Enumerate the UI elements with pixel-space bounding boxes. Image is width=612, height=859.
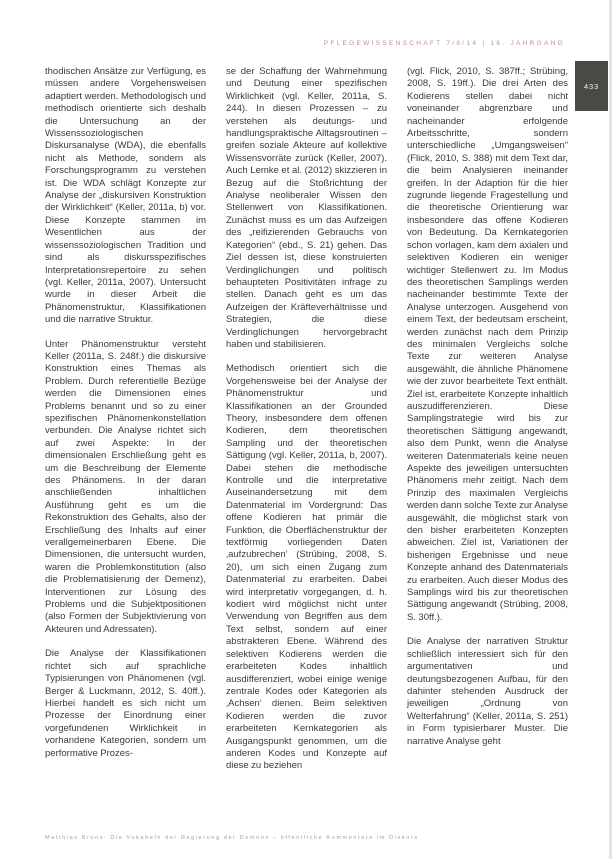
- paragraph: Die Analyse der Klassifikationen richtet sich auf sprachliche Typisierungen von Phänomenen (vgl. Berger & Luckmann, 2012, S. 40ff.). Hierbei handelt es sich nicht um Prozesse der Einordnung einer vorgefundenen Wirklichkeit in vorhandene Kategorien, sondern um performative Prozes-: [45, 648, 206, 759]
- page-number: 433: [584, 81, 599, 91]
- text-column-1: [45, 66, 206, 785]
- paragraph: Unter Phänomenstruktur versteht Keller (2011a, S. 248f.) die diskursive Konstruktion eines Themas als Problem. Durch referentielle Bezüge werden die Dimensionen eines Problems benannt und so zu einer spezifischen Phänomenkonstellation verbunden. Die Analyse richtet sich auf zwei Aspekte: In der dimensionalen Erschließung geht es um die Beschreibung der Elemente des Phänomens. In der daran anschließenden inhaltlichen Ausführung geht es um die Rekonstruktion des Gehalts, also der Erschließung des Inhalts auf einer verallgemeinerbaren Ebene. Die Dimensionen, die untersucht wurden, waren die Problemkonstitution (also die Problematisierung der Demenz), Interventionen zur Lösung des Problems und die Subjektpositionen (also Formen der Subjektivierung von Akteuren und Adressaten).: [45, 338, 206, 635]
- paragraph: se der Schaffung der Wahrnehmung und Deutung einer spezifischen Wirklichkeit (vgl. Keller, 2011a, S. 244). In diesen Prozessen – zu verstehen als deutungs- und handlungspraktische Alltagsroutinen – greifen soziale Akteure auf kollektive Wissensvorräte zurück (Keller, 2007). Auch Lemke et al. (2012) skizzieren in Bezug auf die Stoßrichtung der Analyse neoliberaler Wissen den Stellenwert von Klassifikationen. Zunächst muss es um das Aufzeigen des „reifizierenden Gebrauchs von Kategorien“ (ebd., S. 21) gehen. Das Ziel dessen ist, diese konstruierten Verdinglichungen und politisch behaupteten Positivitäten infrage zu stellen. Danach geht es um das Aufzeigen der Kräfteverhältnisse und Strategien, die diese Verdinglichungen hervorgebracht haben und stabilisieren.: [226, 66, 387, 350]
- paragraph: thodischen Ansätze zur Verfügung, es müssen andere Vorgehensweisen adaptiert werden. Methodologisch und methodisch orientierte sich deshalb die Untersuchung an der Wissenssoziologischen Diskursanalyse (WDA), die ebenfalls nicht als Methode, sondern als Forschungsprogramm zu verstehen ist. Die WDA schlägt Konzepte zur Analyse der „diskursiven Konstruktion der Wirklichkeit“ (Keller, 2011a, b) vor. Diese Konzepte stammen im Wesentlichen aus der wissenssoziologischen Tradition und sind als diskursspezifisches Interpretationsrepertoire zu sehen (vgl. Keller, 2011a, 2007). Untersucht wurde in dieser Arbeit die Phänomenstruktur, Klassifikationen und die narrative Struktur.: [45, 66, 206, 326]
- running-footer: Matthias Bruns: Die Vokabeln der Regierung der Demenz – öffentliche Kommentare im Diskurs: [45, 835, 419, 841]
- paragraph: (vgl. Flick, 2010, S. 387ff.; Strübing, 2008, S. 19ff.). Die drei Arten des Kodierens stellen dabei nicht voneinander abgrenzbare und nacheinander erfolgende Arbeitsschritte, sondern unterschiedliche „Umgangsweisen“ (Flick, 2010, S. 388) mit dem Text dar, die beim Analysieren ineinander greifen. In der Adaption für die hier zugrunde liegende Fragestellung und die theoretische Orientierung war insbesondere das offene Kodieren von Bedeutung. Da Kernkategorien schon vorlagen, kam dem axialen und selektiven Kodieren ein weniger wichtiger Stellenwert zu. Im Modus des theoretischen Samplings werden nacheinander bestimmte Texte der Analyse unterzogen. Ausgehend von einem Text, der bedeutsam erscheint, werden zunächst nach dem Prinzip des minimalen Vergleichs solche Texte zur weiteren Analyse ausgewählt, die ähnliche Phänomene wie der zuvor bearbeitete Text enthält. Ziel ist, erarbeitete Konzepte inhaltlich auszudifferenzieren. Diese Samplingstrategie wird bis zur theoretischen Sättigung angewandt, also dem Punkt, wenn die Analyse weiteren Datenmaterials keine neuen Aspekte des jeweiligen untersuchten Phänomens mehr zeitigt. Nach dem Prinzip des maximalen Vergleichs werden dann solche Texte zur Analyse ausgewählt, die möglichst stark von den bisher erarbeiteten Konzepten abweichen. Ziel ist, Variationen der bisherigen Ergebnisse und neue Konzepte anhand des Datenmaterials zu erarbeiten. Auch dieser Modus des Samplings wird bis zur theoretischen Sättigung angewandt (Strübing, 2008, S. 30ff.).: [407, 66, 568, 623]
- paragraph: Die Analyse der narrativen Struktur schließlich interessiert sich für den argumentativen und deutungsbezogenen Aufbau, für den dahinter stehenden Ausdruck der jeweiligen „Ordnung von Welterfahrung“ (Keller, 2011a, S. 251) in Form typisierbarer Muster. Die narrative Analyse geht: [407, 636, 568, 747]
- paragraph: Methodisch orientiert sich die Vorgehensweise bei der Analyse der Phänomenstruktur und Klassifikationen an der Grounded Theory, insbesondere dem offenen Kodieren, dem theoretischen Sampling und der theoretischen Sättigung (vgl. Keller, 2011a, b, 2007). Dabei stehen die methodische Kontrolle und die interpretative Auseinandersetzung mit dem Datenmaterial im Vordergrund: Das offene Kodieren hat primär die Funktion, die Oberflächenstruktur der textförmig vorliegenden Daten ‚aufzubrechen‘ (Strübing, 2008, S. 20), um sich einen Zugang zum Datenmaterial zu erarbeiten. Dabei wird interpretativ vorgegangen, d. h. kodiert wird möglichst nicht unter Verwendung von Begriffen aus dem Text selbst, sondern auf einer abstrakteren Ebene. Während des selektiven Kodierens werden die erarbeiteten Kodes inhaltlich ausdifferenziert, wobei einige wenige zentrale Kodes oder Kategorien als ‚Achsen‘ dienen. Beim selektiven Kodieren werden die zuvor erarbeiteten Kernkategorien als Ausgangspunkt genommen, um die anderen Kodes und Konzepte auf diese zu beziehen: [226, 363, 387, 772]
- page-number-badge: [575, 61, 608, 111]
- journal-header-line: PFLEGEWISSENSCHAFT 7/8/14 | 16. JAHRGANG: [323, 40, 565, 47]
- text-column-2: [226, 66, 387, 785]
- text-column-3: [407, 66, 568, 785]
- article-body: [45, 66, 568, 785]
